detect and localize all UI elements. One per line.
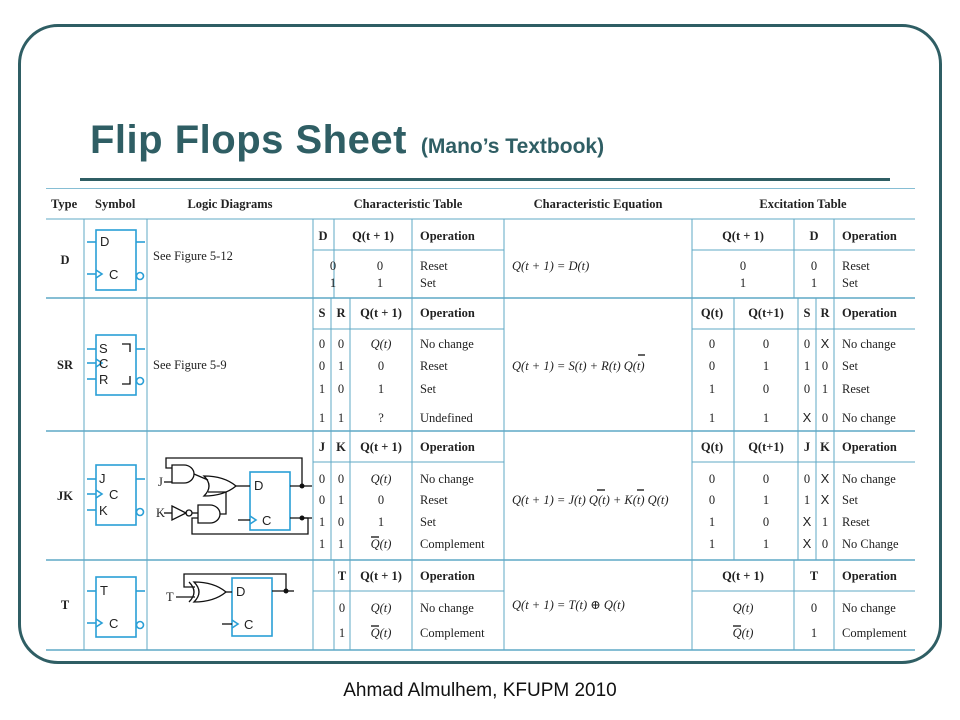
svg-text:1: 1 — [708, 515, 716, 529]
d-char-h1: D — [318, 229, 328, 243]
svg-text:Q(t+1): Q(t+1) — [748, 440, 784, 454]
svg-text:0: 0 — [810, 259, 818, 273]
svg-text:0: 0 — [337, 382, 345, 396]
svg-text:Q(t+1): Q(t+1) — [748, 306, 784, 320]
symbol-sr — [87, 335, 145, 395]
svg-text:T: T — [100, 583, 108, 598]
svg-text:R: R — [99, 372, 109, 387]
svg-text:No change: No change — [842, 472, 896, 486]
svg-text:1: 1 — [810, 626, 818, 640]
svg-text:Operation: Operation — [420, 306, 475, 320]
svg-text:1: 1 — [762, 493, 770, 507]
svg-text:S: S — [99, 341, 108, 356]
svg-text:R: R — [336, 306, 346, 320]
svg-text:0: 0 — [377, 493, 385, 507]
svg-text:1: 1 — [821, 382, 829, 396]
svg-text:T: T — [166, 590, 174, 604]
svg-text:0: 0 — [376, 259, 384, 273]
symbol-jk — [87, 465, 145, 525]
svg-text:Q(t): Q(t) — [370, 337, 392, 351]
svg-text:Q(t): Q(t) — [732, 626, 754, 640]
svg-text:No change: No change — [842, 337, 896, 351]
svg-text:0: 0 — [739, 259, 747, 273]
svg-text:1: 1 — [318, 515, 326, 529]
svg-text:0: 0 — [821, 537, 829, 551]
svg-text:1: 1 — [377, 515, 385, 529]
svg-text:Reset: Reset — [842, 515, 870, 529]
svg-text:0: 0 — [337, 515, 345, 529]
svg-text:1: 1 — [803, 359, 811, 373]
svg-text:Complement: Complement — [420, 537, 485, 551]
svg-text:Complement: Complement — [842, 626, 907, 640]
svg-text:Q(t): Q(t) — [700, 440, 724, 454]
svg-text:0: 0 — [318, 493, 326, 507]
svg-text:1: 1 — [739, 276, 747, 290]
svg-text:T: T — [337, 569, 347, 583]
header-type: Type — [51, 197, 78, 211]
svg-text:1: 1 — [338, 626, 346, 640]
svg-text:Reset: Reset — [420, 259, 448, 273]
svg-text:0: 0 — [708, 359, 716, 373]
svg-text:Complement: Complement — [420, 626, 485, 640]
svg-text:J: J — [158, 475, 163, 489]
svg-text:1: 1 — [337, 411, 345, 425]
jk-char-rows — [319, 472, 485, 551]
svg-text:No Change: No Change — [842, 537, 899, 551]
svg-text:1: 1 — [337, 359, 345, 373]
svg-text:0: 0 — [708, 472, 716, 486]
svg-text:1: 1 — [708, 537, 716, 551]
svg-text:Reset: Reset — [420, 493, 448, 507]
svg-text:0: 0 — [318, 359, 326, 373]
type-t: T — [60, 598, 70, 612]
title-main: Flip Flops Sheet — [90, 118, 407, 162]
svg-text:Q(t): Q(t) — [700, 306, 724, 320]
svg-text:0: 0 — [762, 472, 770, 486]
svg-text:1: 1 — [329, 276, 337, 290]
svg-text:C: C — [262, 513, 272, 528]
svg-text:1: 1 — [318, 537, 326, 551]
svg-text:X: X — [802, 536, 812, 551]
svg-text:Operation: Operation — [420, 569, 475, 583]
svg-text:1: 1 — [810, 276, 818, 290]
slide-footer: Ahmad Almulhem, KFUPM 2010 — [343, 680, 617, 701]
slide-title — [90, 118, 604, 163]
svg-text:D: D — [100, 234, 110, 249]
svg-text:S: S — [803, 306, 811, 320]
svg-text:Q(t): Q(t) — [370, 601, 392, 615]
t-exc-rows — [733, 601, 908, 640]
svg-text:0: 0 — [708, 493, 716, 507]
svg-text:Operation: Operation — [842, 229, 897, 243]
svg-text:D: D — [809, 229, 819, 243]
svg-text:J: J — [318, 440, 326, 454]
sr-char-rows — [319, 337, 474, 425]
svg-text:1: 1 — [762, 411, 770, 425]
svg-text:0: 0 — [803, 472, 811, 486]
svg-text:No change: No change — [842, 411, 896, 425]
svg-text:Operation: Operation — [420, 440, 475, 454]
svg-text:1: 1 — [377, 382, 385, 396]
svg-text:K: K — [820, 440, 830, 454]
svg-text:0: 0 — [337, 472, 345, 486]
header-char-table: Characteristic Table — [353, 197, 463, 211]
svg-text:0: 0 — [821, 411, 829, 425]
type-sr: SR — [57, 358, 73, 372]
svg-text:0: 0 — [810, 601, 818, 615]
jk-exc-rows — [709, 471, 899, 551]
header-symbol: Symbol — [95, 197, 136, 211]
symbol-d — [87, 230, 145, 290]
svg-text:Reset: Reset — [420, 359, 448, 373]
sr-exc-rows — [709, 336, 896, 425]
svg-text:1: 1 — [762, 537, 770, 551]
svg-text:X: X — [820, 336, 830, 351]
svg-text:Undefined: Undefined — [420, 411, 473, 425]
svg-text:T: T — [809, 569, 819, 583]
svg-text:0: 0 — [337, 337, 345, 351]
svg-text:D: D — [254, 478, 264, 493]
svg-text:C: C — [109, 616, 119, 631]
svg-text:No change: No change — [842, 601, 896, 615]
svg-text:0: 0 — [762, 337, 770, 351]
svg-text:S: S — [318, 306, 326, 320]
logic-d: See Figure 5-12 — [153, 249, 233, 263]
equation-sr: Q(t + 1) = S(t) + R(t) Q(t) — [512, 359, 645, 373]
header-char-eq: Characteristic Equation — [533, 197, 663, 211]
header-logic: Logic Diagrams — [187, 197, 273, 211]
type-d: D — [60, 253, 70, 267]
svg-text:X: X — [802, 410, 812, 425]
logic-diagram-t — [166, 574, 294, 636]
svg-text:K: K — [99, 503, 108, 518]
svg-text:Q(t): Q(t) — [732, 601, 754, 615]
svg-text:Q(t): Q(t) — [370, 626, 392, 640]
svg-text:Set: Set — [842, 359, 858, 373]
svg-text:1: 1 — [708, 382, 716, 396]
svg-text:Q(t + 1): Q(t + 1) — [360, 440, 402, 454]
svg-text:0: 0 — [803, 337, 811, 351]
svg-text:C: C — [109, 267, 119, 282]
svg-text:Set: Set — [842, 493, 858, 507]
d-char-h3: Operation — [420, 229, 475, 243]
logic-diagram-jk — [156, 458, 312, 534]
svg-text:Reset: Reset — [842, 259, 870, 273]
logic-sr: See Figure 5-9 — [153, 358, 227, 372]
equation-d: Q(t + 1) = D(t) — [512, 259, 590, 273]
svg-text:No change: No change — [420, 601, 474, 615]
svg-text:C: C — [244, 617, 254, 632]
svg-text:1: 1 — [708, 411, 716, 425]
svg-text:1: 1 — [762, 359, 770, 373]
svg-text:0: 0 — [318, 337, 326, 351]
svg-text:K: K — [336, 440, 346, 454]
svg-text:J: J — [803, 440, 811, 454]
svg-text:1: 1 — [376, 276, 384, 290]
svg-text:Q(t + 1): Q(t + 1) — [360, 306, 402, 320]
svg-text:0: 0 — [377, 359, 385, 373]
svg-text:R: R — [820, 306, 830, 320]
header-exc-table: Excitation Table — [759, 197, 847, 211]
svg-text:1: 1 — [318, 411, 326, 425]
type-jk: JK — [57, 489, 73, 503]
svg-text:1: 1 — [337, 537, 345, 551]
svg-text:D: D — [236, 584, 246, 599]
svg-text:0: 0 — [762, 382, 770, 396]
svg-text:Set: Set — [420, 515, 436, 529]
svg-text:K: K — [156, 506, 166, 520]
svg-text:Operation: Operation — [842, 569, 897, 583]
svg-text:C: C — [99, 356, 109, 371]
svg-text:Set: Set — [842, 276, 858, 290]
svg-text:Q(t + 1): Q(t + 1) — [722, 569, 764, 583]
svg-text:1: 1 — [337, 493, 345, 507]
svg-text:Q(t + 1): Q(t + 1) — [360, 569, 402, 583]
equation-jk: Q(t + 1) = J(t) Q(t) + K(t) Q(t) — [512, 493, 669, 507]
svg-text:0: 0 — [338, 601, 346, 615]
svg-text:?: ? — [378, 411, 384, 425]
flip-flop-table — [46, 188, 915, 651]
svg-text:J: J — [99, 471, 106, 486]
svg-text:Operation: Operation — [842, 440, 897, 454]
svg-text:Q(t): Q(t) — [370, 537, 392, 551]
d-char-h2: Q(t + 1) — [352, 229, 394, 243]
svg-text:X: X — [820, 492, 830, 507]
svg-text:0: 0 — [329, 259, 337, 273]
svg-text:0: 0 — [762, 515, 770, 529]
svg-text:No change: No change — [420, 472, 474, 486]
svg-text:0: 0 — [821, 359, 829, 373]
svg-text:1: 1 — [318, 382, 326, 396]
svg-text:0: 0 — [708, 337, 716, 351]
svg-text:0: 0 — [803, 382, 811, 396]
equation-t: Q(t + 1) = T(t) ⊕ Q(t) — [512, 598, 625, 612]
symbol-t — [87, 577, 145, 637]
svg-text:No change: No change — [420, 337, 474, 351]
svg-text:Q(t + 1): Q(t + 1) — [722, 229, 764, 243]
svg-text:Reset: Reset — [842, 382, 870, 396]
svg-text:Set: Set — [420, 382, 436, 396]
svg-text:1: 1 — [821, 515, 829, 529]
svg-text:X: X — [802, 514, 812, 529]
svg-text:Operation: Operation — [842, 306, 897, 320]
title-subtitle: (Mano’s Textbook) — [420, 135, 605, 158]
svg-text:1: 1 — [803, 493, 811, 507]
svg-text:Q(t): Q(t) — [370, 472, 392, 486]
svg-text:Set: Set — [420, 276, 436, 290]
svg-text:C: C — [109, 487, 119, 502]
svg-text:0: 0 — [318, 472, 326, 486]
title-underline — [80, 178, 890, 181]
svg-text:X: X — [820, 471, 830, 486]
